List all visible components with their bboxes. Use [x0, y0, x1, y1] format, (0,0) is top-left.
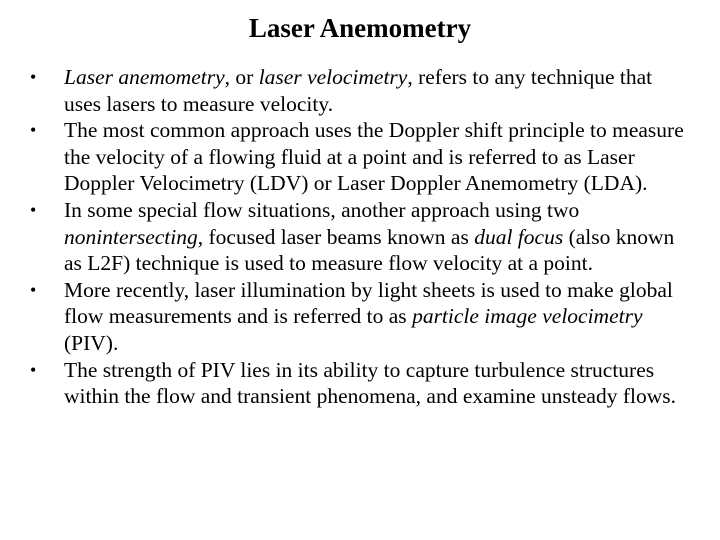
bullet-item [0, 197, 700, 277]
bullet-list [0, 64, 700, 410]
bullet-item [0, 64, 700, 117]
bullet-text-italic: laser velocimetry [258, 65, 408, 89]
bullet-text-part: More recently, laser illumination by light sheets is used to make global flow measurements and is referred to as [64, 277, 673, 329]
bullet-text-italic: dual focus [474, 224, 564, 249]
bullet-dot-icon: • [30, 279, 37, 300]
bullet-text [64, 65, 652, 116]
bullet-item [0, 277, 700, 357]
bullet-text-part: , focused laser beams known as [197, 224, 475, 249]
bullet-item [0, 117, 700, 197]
slide-title: Laser Anemometry [248, 13, 472, 43]
bullet-text-part: (PIV). [64, 330, 119, 355]
bullet-text-italic: particle image velocimetry [412, 304, 643, 329]
bullet-text-italic: Laser anemometry [64, 65, 225, 89]
bullet-dot-icon: • [30, 67, 37, 87]
bullet-text-italic: nonintersecting [64, 224, 198, 249]
bullet-text-part: The strength of PIV lies in its ability to capture turbulence structures within the flow and transient phenomena, and examine unsteady flows. [64, 357, 676, 409]
bullet-text [64, 118, 684, 195]
bullet-text-part: In some special flow situations, another approach using two [64, 197, 580, 222]
bullet-item [0, 357, 700, 410]
bullet-text [64, 278, 673, 355]
bullet-text-part: , refers to any technique that uses lasers to measure velocity. [64, 65, 653, 116]
bullet-text [64, 358, 676, 409]
bullet-text-part: (also known as L2F) technique is used to measure flow velocity at a point. [64, 224, 675, 276]
bullet-text-part: , or [224, 65, 259, 89]
bullet-dot-icon: • [30, 120, 37, 141]
bullet-dot-icon: • [30, 199, 37, 220]
bullet-text-part: The most common approach uses the Doppler shift principle to measure the velocity of a flowing fluid at a point and is referred to as Laser Doppler Velocimetry (LDV) or Laser Doppler Anemometry (LDA). [64, 118, 684, 196]
bullet-text [64, 198, 674, 275]
bullet-dot-icon: • [30, 359, 37, 380]
